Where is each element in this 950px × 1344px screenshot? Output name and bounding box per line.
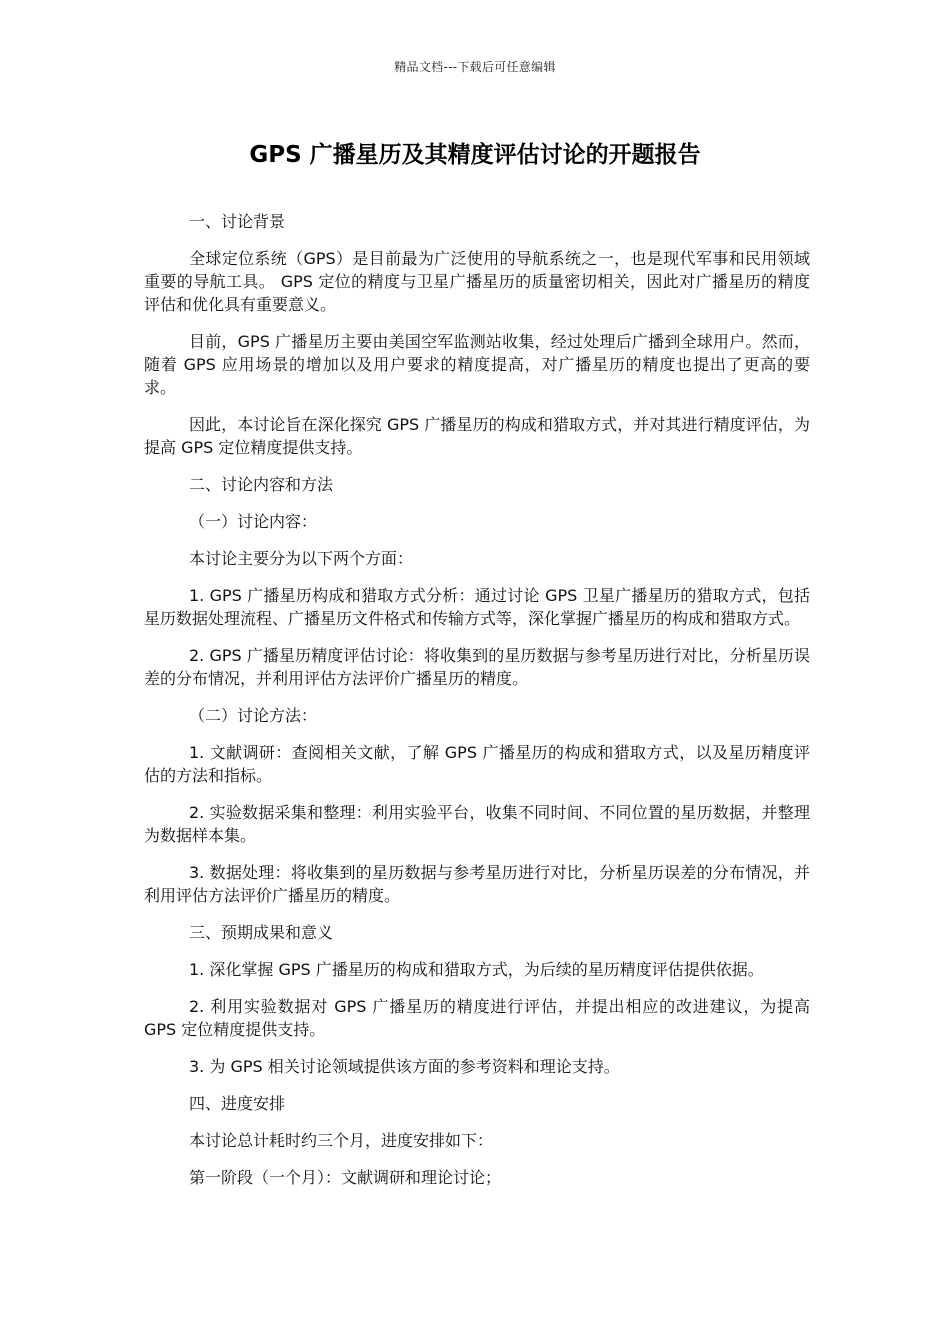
paragraph: 因此，本讨论旨在深化探究 GPS 广播星历的构成和猎取方式，并对其进行精度评估，为提高 GPS 定位精度提供支持。 — [144, 415, 810, 457]
list-item: 第一阶段（一个月）：文献调研和理论讨论； — [189, 1168, 502, 1187]
subsection-heading-methods: （二）讨论方法： — [189, 706, 318, 725]
document-title: GPS 广播星历及其精度评估讨论的开题报告 — [249, 142, 701, 168]
list-item: 2. GPS 广播星历精度评估讨论：将收集到的星历数据与参考星历进行对比，分析星历误差的分布情况，并利用评估方法评价广播星历的精度。 — [144, 646, 810, 688]
list-item: 2. 利用实验数据对 GPS 广播星历的精度进行评估，并提出相应的改进建议，为提高 GPS 定位精度提供支持。 — [144, 997, 810, 1039]
list-item: 3. 为 GPS 相关讨论领域提供该方面的参考资料和理论支持。 — [189, 1057, 620, 1076]
section-heading-results: 三、预期成果和意义 — [189, 923, 334, 942]
section-heading-content-methods: 二、讨论内容和方法 — [189, 475, 334, 494]
paragraph: 本讨论主要分为以下两个方面： — [189, 549, 414, 568]
document-body — [144, 210, 810, 1203]
list-item: 3. 数据处理：将收集到的星历数据与参考星历进行对比，分析星历误差的分布情况，并利用评估方法评价广播星历的精度。 — [144, 863, 810, 905]
list-item: 1. 文献调研：查阅相关文献，了解 GPS 广播星历的构成和猎取方式，以及星历精度评估的方法和指标。 — [144, 743, 810, 785]
paragraph: 本讨论总计耗时约三个月，进度安排如下： — [189, 1131, 494, 1150]
list-item: 1. GPS 广播星历构成和猎取方式分析：通过讨论 GPS 卫星广播星历的猎取方式，包括星历数据处理流程、广播星历文件格式和传输方式等，深化掌握广播星历的构成和猎取方式。 — [144, 586, 810, 628]
page-header: 精品文档---下载后可任意编辑 — [394, 60, 556, 74]
paragraph: 全球定位系统（GPS）是目前最为广泛使用的导航系统之一，也是现代军事和民用领域重要的导航工具。 GPS 定位的精度与卫星广播星历的质量密切相关，因此对广播星历的精度评估和优化具有重要意义。 — [144, 249, 810, 314]
section-heading-schedule: 四、进度安排 — [189, 1094, 286, 1113]
section-heading-background: 一、讨论背景 — [189, 212, 286, 231]
list-item: 1. 深化掌握 GPS 广播星历的构成和猎取方式，为后续的星历精度评估提供依据。 — [189, 960, 764, 979]
paragraph: 目前，GPS 广播星历主要由美国空军监测站收集，经过处理后广播到全球用户。然而，随着 GPS 应用场景的增加以及用户要求的精度提高，对广播星历的精度也提出了更高的要求。 — [144, 332, 810, 397]
list-item: 2. 实验数据采集和整理：利用实验平台，收集不同时间、不同位置的星历数据，并整理为数据样本集。 — [144, 803, 810, 845]
subsection-heading-content: （一）讨论内容： — [189, 512, 318, 531]
